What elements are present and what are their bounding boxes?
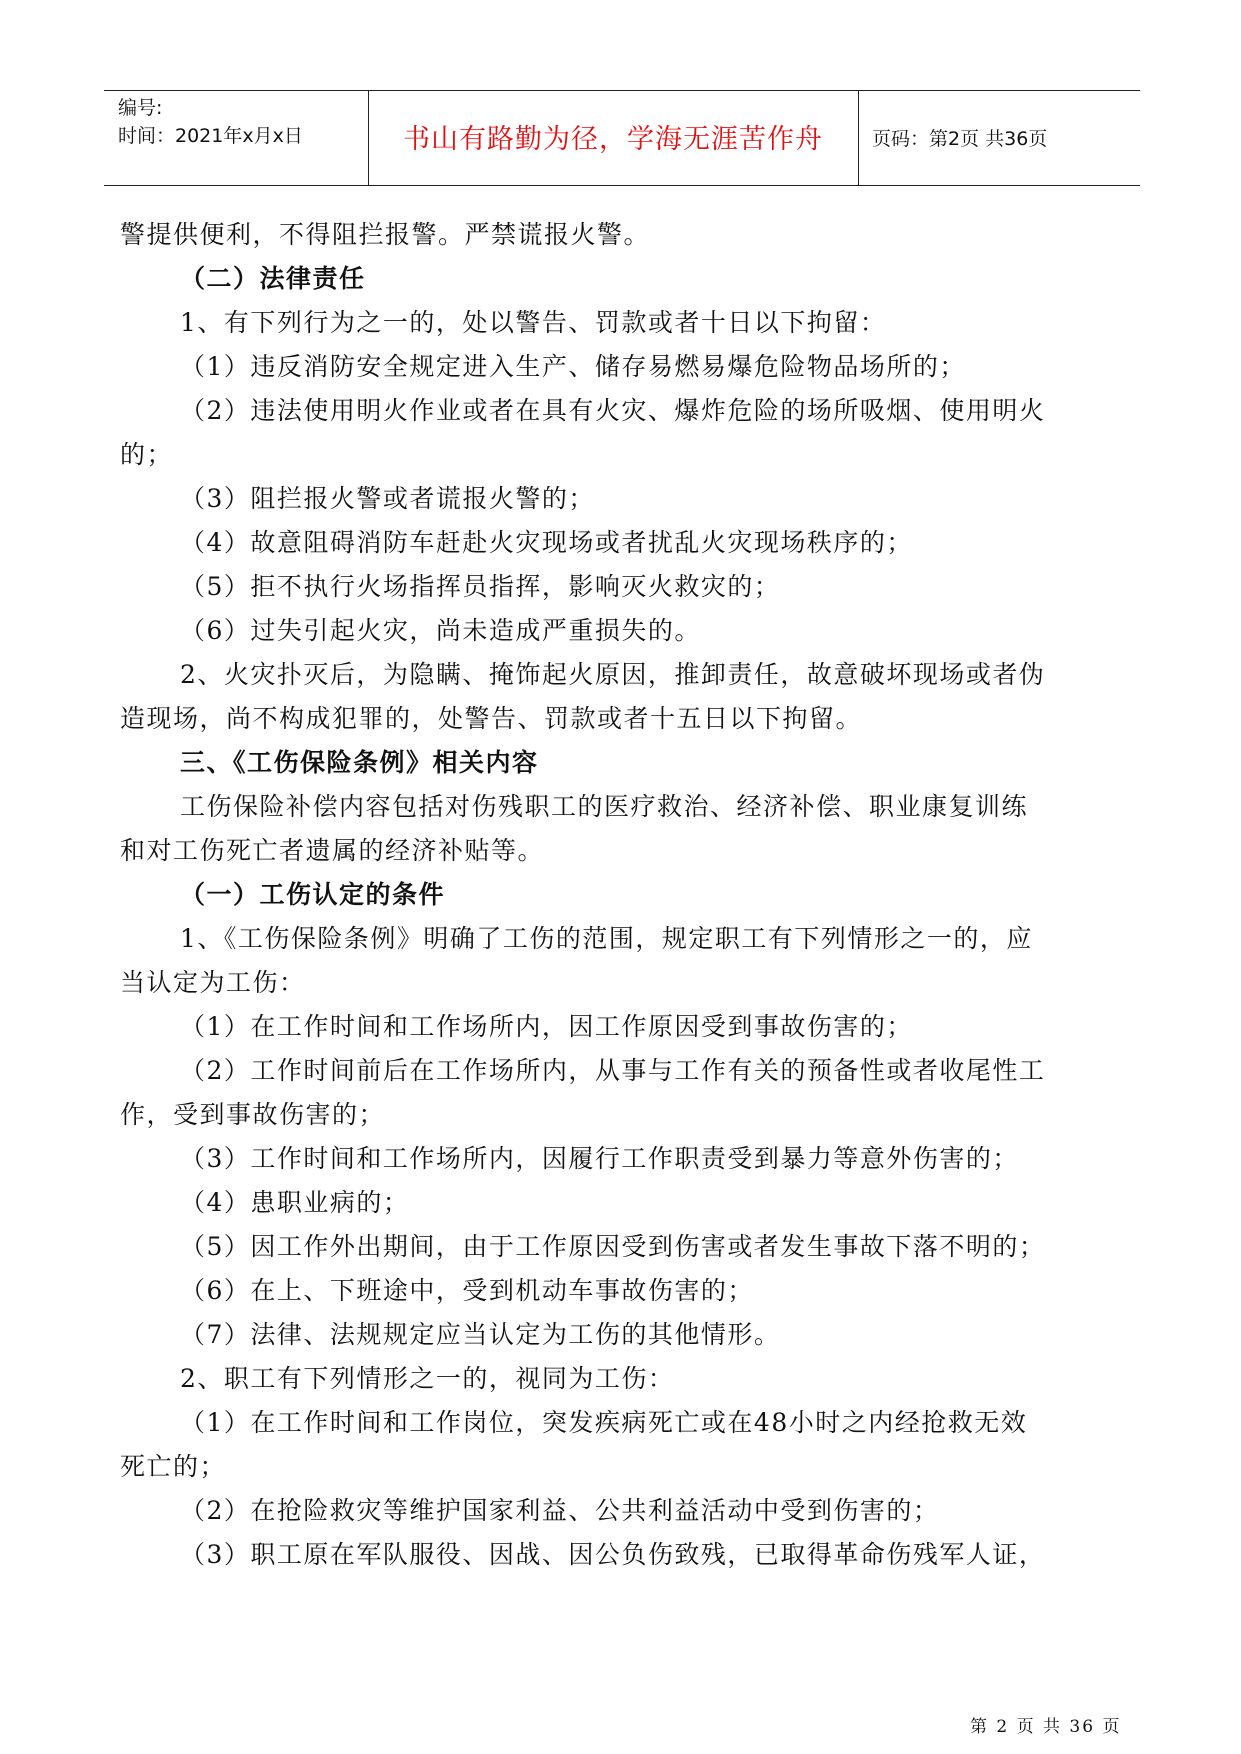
list-item-continued: 作，受到事故伤害的；: [120, 1100, 386, 1129]
list-item: （1）在工作时间和工作场所内，因工作原因受到事故伤害的；: [180, 1012, 913, 1041]
list-item: （4）故意阻碍消防车赶赴火灾现场或者扰乱火灾现场秩序的；: [180, 528, 913, 557]
paragraph-continued: 造现场，尚不构成犯罪的，处警告、罚款或者十五日以下拘留。: [120, 704, 863, 733]
paragraph: 工伤保险补偿内容包括对伤残职工的医疗救治、经济补偿、职业康复训练: [180, 792, 1029, 821]
list-item-continued: 死亡的；: [120, 1452, 227, 1481]
page-footer-number: 第 2 页 共 36 页: [970, 1717, 1122, 1737]
paragraph-continued: 和对工伤死亡者遗属的经济补贴等。: [120, 836, 545, 865]
list-item: （4）患职业病的；: [180, 1188, 410, 1217]
header-motto: 书山有路勤为径，学海无涯苦作舟: [403, 124, 823, 155]
list-item: （3）工作时间和工作场所内，因履行工作职责受到暴力等意外伤害的；: [180, 1144, 1019, 1173]
header-page-label: 页码：第2页 共36页: [872, 128, 1048, 150]
list-item: （2）工作时间前后在工作场所内，从事与工作有关的预备性或者收尾性工: [180, 1056, 1046, 1085]
paragraph: 2、火灾扑灭后，为隐瞒、掩饰起火原因，推卸责任，故意破坏现场或者伪: [180, 660, 1046, 689]
header-middle-cell: [368, 91, 859, 185]
paragraph: 警提供便利，不得阻拦报警。严禁谎报火警。: [120, 220, 651, 249]
header-left-cell: [104, 91, 369, 185]
list-item: （1）违反消防安全规定进入生产、储存易燃易爆危险物品场所的；: [180, 352, 966, 381]
page-header: [104, 90, 1140, 186]
list-item: （3）阻拦报火警或者谎报火警的；: [180, 484, 595, 513]
paragraph: 1、《工伤保险条例》明确了工伤的范围，规定职工有下列情形之一的，应: [180, 924, 1033, 953]
list-item: （6）在上、下班途中，受到机动车事故伤害的；: [180, 1276, 754, 1305]
paragraph: 2、职工有下列情形之一的，视同为工伤：: [180, 1364, 675, 1393]
document-time-label: 时间：2021年x月x日: [118, 125, 303, 147]
list-item-continued: 的；: [120, 440, 174, 469]
list-item: （5）拒不执行火场指挥员指挥，影响灭火救灾的；: [180, 572, 781, 601]
list-item: （3）职工原在军队服役、因战、因公负伤致残，已取得革命伤残军人证，: [180, 1540, 1046, 1569]
header-right-cell: [858, 91, 1140, 185]
paragraph-continued: 当认定为工伤：: [120, 968, 306, 997]
document-number-label: 编号:: [118, 97, 163, 119]
section-heading: （一）工伤认定的条件: [180, 880, 446, 909]
section-heading: （二）法律责任: [180, 264, 366, 293]
list-item: （2）违法使用明火作业或者在具有火灾、爆炸危险的场所吸烟、使用明火: [180, 396, 1046, 425]
list-item: （5）因工作外出期间，由于工作原因受到伤害或者发生事故下落不明的；: [180, 1232, 1046, 1261]
list-item: （1）在工作时间和工作岗位，突发疾病死亡或在48小时之内经抢救无效: [180, 1408, 1028, 1437]
list-item: （6）过失引起火灾，尚未造成严重损失的。: [180, 616, 701, 645]
paragraph: 1、有下列行为之一的，处以警告、罚款或者十日以下拘留：: [180, 308, 887, 337]
list-item: （7）法律、法规规定应当认定为工伤的其他情形。: [180, 1320, 781, 1349]
section-heading: 三、《工伤保险条例》相关内容: [180, 748, 539, 777]
document-body: [120, 213, 1125, 1577]
list-item: （2）在抢险救灾等维护国家利益、公共利益活动中受到伤害的；: [180, 1496, 940, 1525]
